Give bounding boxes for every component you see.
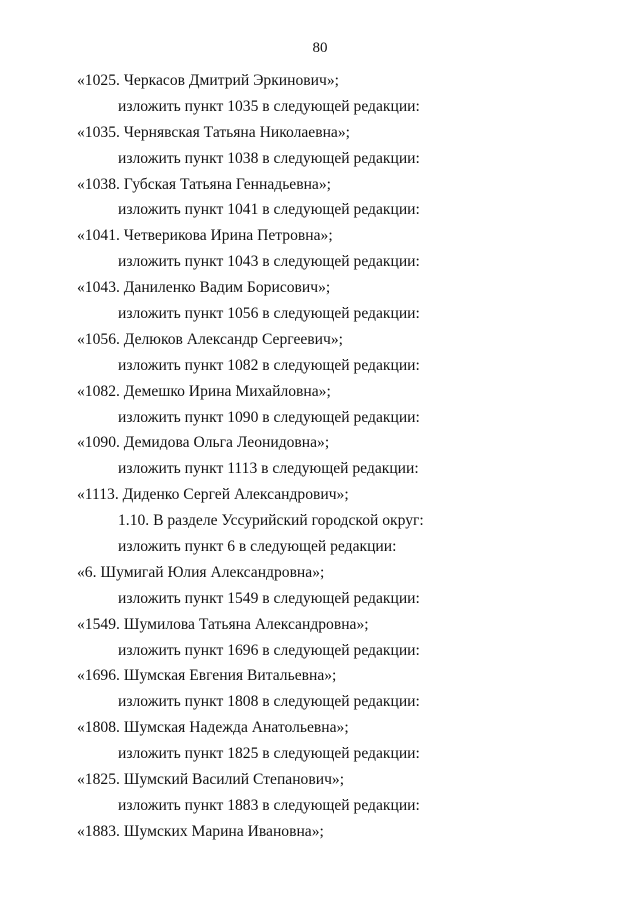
entry-line: «1082. Демешко Ирина Михайловна»; <box>77 382 331 400</box>
instruction-line: изложить пункт 1696 в следующей редакции: <box>118 641 420 659</box>
instruction-line: изложить пункт 1035 в следующей редакции: <box>118 97 420 115</box>
document-body <box>0 68 640 845</box>
instruction-line: изложить пункт 1056 в следующей редакции: <box>118 305 420 323</box>
entry-line: «1043. Даниленко Вадим Борисович»; <box>77 279 331 297</box>
entry-line: «1883. Шумских Марина Ивановна»; <box>77 822 324 840</box>
instruction-line: изложить пункт 1090 в следующей редакции: <box>118 408 420 426</box>
instruction-line: изложить пункт 1038 в следующей редакции: <box>118 149 420 167</box>
instruction-line: изложить пункт 1883 в следующей редакции: <box>118 796 420 814</box>
entry-line: «1825. Шумский Василий Степанович»; <box>77 771 345 789</box>
instruction-line: изложить пункт 1043 в следующей редакции: <box>118 253 420 271</box>
instruction-line: изложить пункт 6 в следующей редакции: <box>118 538 397 556</box>
entry-line: «1549. Шумилова Татьяна Александровна»; <box>77 615 369 633</box>
entry-line: «1035. Чернявская Татьяна Николаевна»; <box>77 123 350 141</box>
entry-line: «1025. Черкасов Дмитрий Эркинович»; <box>77 72 339 89</box>
instruction-line: изложить пункт 1808 в следующей редакции: <box>118 693 420 711</box>
entry-line: «1808. Шумская Надежда Анатольевна»; <box>77 719 349 737</box>
entry-line: «6. Шумигай Юлия Александровна»; <box>77 563 325 581</box>
entry-line: «1696. Шумская Евгения Витальевна»; <box>77 667 337 685</box>
instruction-line: изложить пункт 1041 в следующей редакции: <box>118 201 420 219</box>
instruction-line: изложить пункт 1082 в следующей редакции: <box>118 356 420 374</box>
entry-line: «1090. Демидова Ольга Леонидовна»; <box>77 434 330 452</box>
entry-line: «1041. Четверикова Ирина Петровна»; <box>77 227 333 245</box>
instruction-line: изложить пункт 1113 в следующей редакции: <box>118 460 419 478</box>
instruction-line: изложить пункт 1825 в следующей редакции: <box>118 745 420 763</box>
entry-line: «1038. Губская Татьяна Геннадьевна»; <box>77 175 331 193</box>
instruction-line: изложить пункт 1549 в следующей редакции: <box>118 589 420 607</box>
page-number: 80 <box>312 40 328 56</box>
instruction-line: 1.10. В разделе Уссурийский городской округ: <box>118 512 424 530</box>
entry-line: «1113. Диденко Сергей Александрович»; <box>77 486 349 504</box>
entry-line: «1056. Делюков Александр Сергеевич»; <box>77 330 343 348</box>
